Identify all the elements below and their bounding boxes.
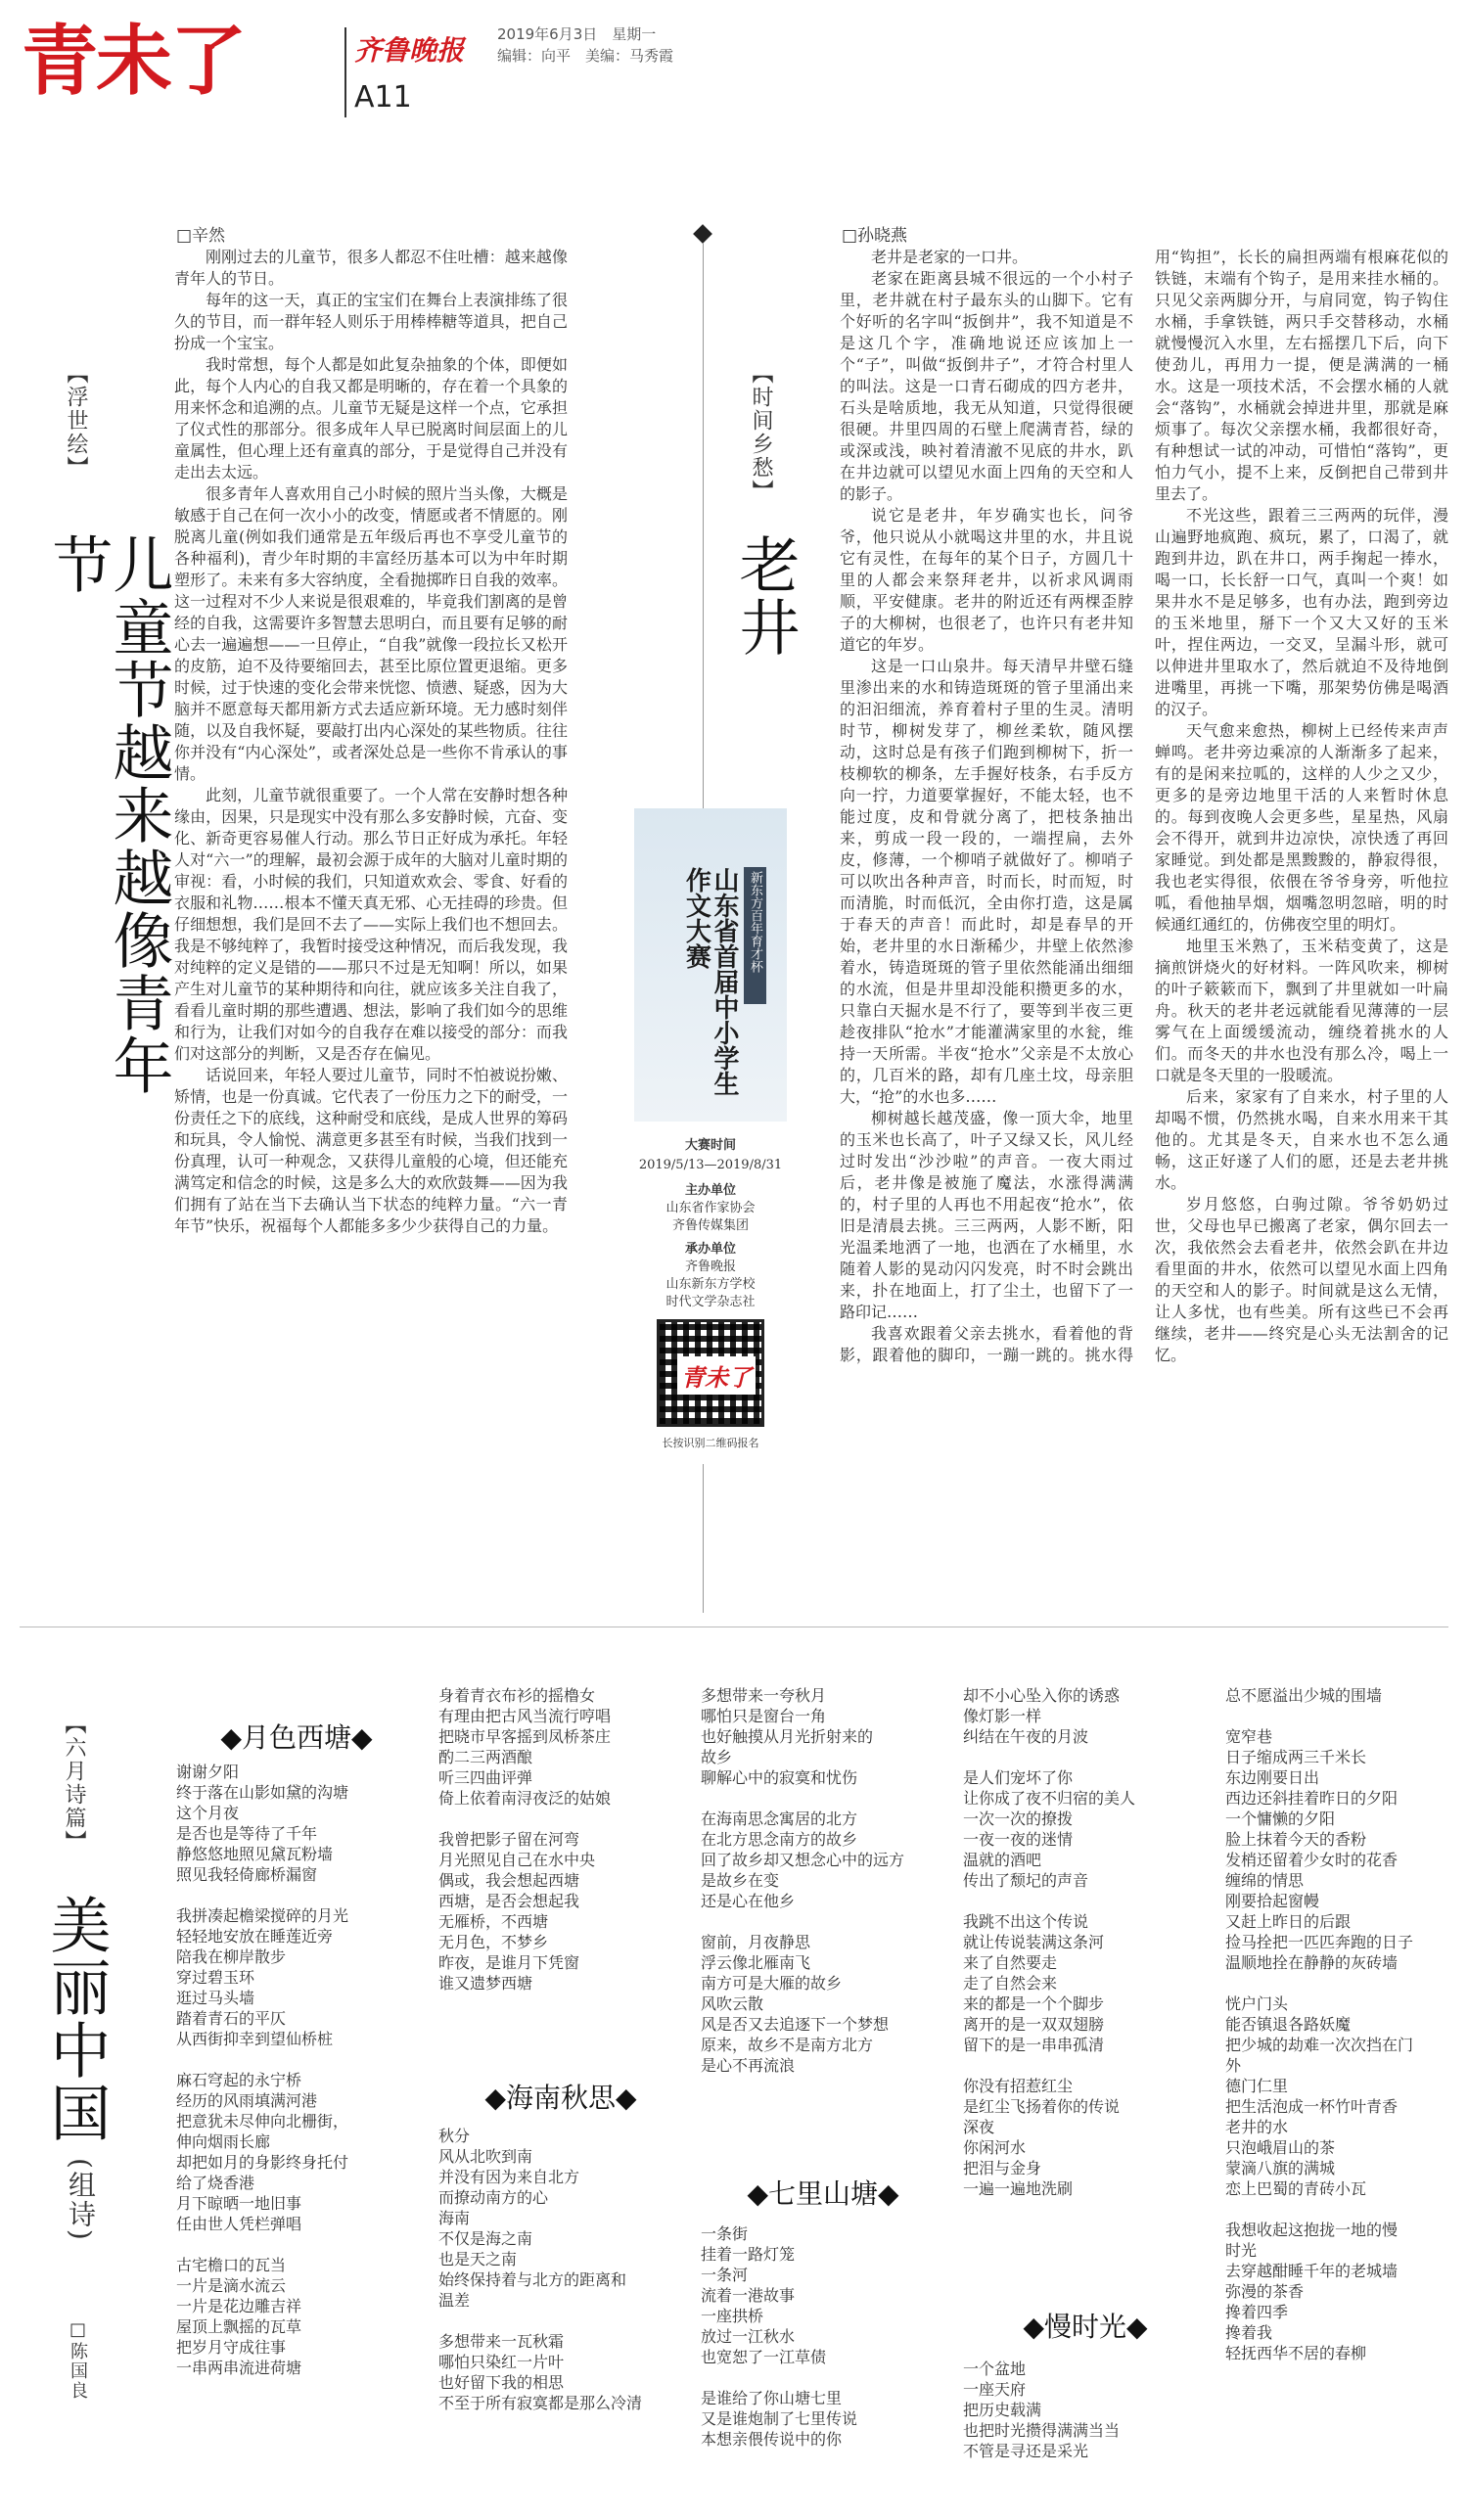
paragraph: 柳树越长越茂盛，像一顶大伞，地里的玉米也长高了，叶子又绿又长，风儿经过时发出“沙沙啦”的声音。一夜大雨过后，老井像是被施了魔法，水涨得满满的，村子里的人再也不用起夜“抢水”，依旧是清晨去挑。三三两两，人影不断，阳光温柔地洒了一地，也洒在了水桶里，水随着人影的晃动闪闪发亮，时不时会跳出来，扑在地面上，打了尘土，也留下了一路印记…… <box>840 1109 1133 1321</box>
paragraph: 刚刚过去的儿童节，很多人都忍不住吐槽：越来越像青年人的节日。 <box>174 248 568 288</box>
article2-body <box>840 247 1448 1607</box>
ad-co-3: 时代文学杂志社 <box>665 1295 756 1309</box>
article1-body <box>174 247 568 1607</box>
ad-cup-name: 新东方百年育才杯 <box>744 867 766 1004</box>
section-tag-fushihui: 【浮世绘】 <box>64 362 88 480</box>
paragraph: 岁月悠悠，白驹过隙。爷爷奶奶过世，父母也早已搬离了老家，偶尔回去一次，我依然会去看老井，依然会趴在井边看里面的井水，依然可以望见水面上四角的天空和人的影子。时间就是这么无情，让人多忧，也有些美。所有这些已不会再继续，老井——终究是心头无法割舍的记忆。 <box>1155 1195 1448 1364</box>
poem-col-5: 总不愿溢出少城的围墙 宽窄巷 日子缩成两三千米长 东边刚要日出 西边还斜挂着昨日的夕阳 一个慵懒的夕阳 脸上抹着今天的香粉 发梢还留着少女时的花香 缠绵的情思 刚要拾起窗幔 又赶上昨日的后跟 捡马拴把一匹匹奔跑的日子 温顺地拴在静静的灰砖墙 恍户门头 能否镇退各路妖魔 把少城的劫难一次次挡在门 外 德门仁里 把生活泡成一杯竹叶青香 老井的水 只泡峨眉山的茶 蒙滴八旗的满城 恋上巴蜀的青砖小瓦 我想收起这抱拢一地的慢 时光 去穿越酣睡千年的老城墙 弥漫的茶香 搀着四季 搀着我 轻抚西华不居的春柳 <box>1225 1686 1414 2362</box>
poems-title: 美丽中国 <box>40 1894 112 2144</box>
paragraph: 我喜欢跟着父亲去挑水，看着他的背影，跟着他的脚印，一蹦一跳的。挑水得用“钩担”，长长的扁担两端有根麻花似的铁链，末端有个钩子，是用来挂水桶的。只见父亲两脚分开，与肩同宽，钩子钩住水桶，手拿铁链，两只手交替移动，水桶就慢慢沉入水里，左右摇摆几下后，向下使劲儿，再用力一提，便是满满的一桶水。这是一项技术活，不会摆水桶的人就会“落钩”，水桶就会掉进井里，那就是麻烦事了。每次父亲摆水桶，我都很好奇，有种想试一试的冲动，可惜怕“落钩”，更怕力气小，提不上来，反倒把自己带到井里去了。 <box>840 248 1448 1364</box>
paragraph: 老井是老家的一口井。 <box>871 248 1029 266</box>
poem-col-2b: 秋分 风从北吹到南 并没有因为来自北方 而撩动南方的心 海南 不仅是海之南 也是天之南 始终保持着与北方的距离和 温差 多想带来一瓦秋霜 哪怕只染红一片叶 也好留下我的相思 不至于所有寂寞都是那么冷清 <box>438 2127 643 2412</box>
date-line: 2019年6月3日 星期一 <box>497 25 657 43</box>
paragraph: 每年的这一天，真正的宝宝们在舞台上表演排练了很久的节目，而一群年轻人则乐于用棒棒糖等道具，把自己扮成一个宝宝。 <box>174 291 568 352</box>
poems-subtitle: (组诗) <box>65 2158 97 2242</box>
ad-host-label: 主办单位 <box>684 1183 736 1198</box>
paragraph: 不光这些，跟着三三两两的玩伴，漫山遍野地疯跑、疯玩，累了，口渴了，就跑到井边，趴在井口，两手掬起一捧水，喝一口，长长舒一口气，真叫一个爽！如果井水不是足够多，也有办法，跑到旁边的玉米地里，掰下一个又大又好的玉米叶，捏住两边，一交叉，呈漏斗形，就可以伸进井里取水了，然后就迫不及待地倒进嘴里，再挑一下嘴，那架势仿佛是喝酒的汉子。 <box>1155 506 1448 718</box>
paragraph: 很多青年人喜欢用自己小时候的照片当头像，大概是敏感于自己在何一次小小的改变，情愿或者不情愿的。刚脱离儿童(例如我们通常是五年级后再也不享受儿童节的各种福利)，青少年时期的丰富经历基本可以为中年时期塑形了。未来有多大容纳度，全看抛掷昨日自我的效率。这一过程对不少人来说是很艰难的，毕竟我们割离的是曾经的自我，这需要许多智慧去思明白，而且要有足够的耐心去一遍遍想——一旦停止，“自我”就像一段拉长又松开的皮筋，迫不及待要缩回去，甚至比原位置更退缩。更多时候，过于快速的变化会带来恍惚、愤懑、疑惑，因为大脑并不愿意每天都用新方式去适应新环境。无力感时刻伴随，以及自我怀疑，要敲打出内心深处的某些物质。往往你并没有“内心深处”，或者深处总是一些你不肯承认的事情。 <box>174 484 568 783</box>
section-tag-shijianxiangchou: 【时间乡愁】 <box>749 362 773 503</box>
paragraph: 后来，家家有了自来水，村子里的人却喝不惯，仍然挑水喝，自来水用来干其他的。尤其是冬天，自来水也不怎么通畅，这正好遂了人们的愿，还是去老井挑水。 <box>1155 1087 1448 1192</box>
paragraph: 天气愈来愈热，柳树上已经传来声声蝉鸣。老井旁边乘凉的人渐渐多了起来，有的是闲来拉呱的，这样的人少之又少，更多的是旁边地里干活的人来暂时休息的。每到夜晚人会更多些，星星热，风扇会不得开，就到井边凉快，凉快透了再回家睡觉。到处都是黑黢黢的，静寂得很，我也老实得很，依偎在爷爷身旁，听他拉呱，看他抽旱烟，烟嘴忽明忽暗，明的时候通红通红的，仿佛夜空里的明灯。 <box>1155 721 1448 934</box>
page-number: A11 <box>354 80 412 115</box>
header-divider <box>344 27 346 117</box>
section-tag-liuyueshipian: 【六月诗篇】 <box>62 1713 86 1854</box>
paragraph: 这是一口山泉井。每天清早井壁石缝里渗出来的水和铸造斑斑的管子里涌出来的汩汩细流，养育着村子里的生灵。清明时节，柳树发芽了，柳丝柔软，随风摆动，这时总是有孩子们跑到柳树下，折一枝柳软的柳条，左手握好枝条，右手反方向一拧，力道要掌握好，不能太轻，也不能过度，皮和骨就分离了，把枝条抽出来，剪成一段一段的，一端捏扁，去外皮，修薄，一个柳哨子就做好了。柳哨子可以吹出各种声音，时而长，时而短，时而清脆，时而低沉，全由你打造，这是属于春天的声音！而此时，却是春旱的开始，老井里的水日渐稀少，井壁上依然渗着水，铸造斑斑的管子里依然能涌出细细的水流，但是井里却没能积攒更多的水，只靠白天掘水是不行了，要等到半夜三更趁夜排队“抢水”才能灌满家里的水瓮，维持一天所需。半夜“抢水”父亲是不太放心的，几百米的路，却有几座土坟，母亲胆大，“抢”的水也多…… <box>840 657 1133 1106</box>
paragraph: 说它是老井，年岁确实也长，问爷爷，他只说从小就喝这井里的水，井且说它有灵性，在每年的某个日子，方圆几十里的人都会来祭拜老井，以祈求风调雨顺，平安健康。老井的附近还有两棵歪脖子的大柳树，也很老了，也许只有老井知道它的年岁。 <box>840 506 1133 654</box>
poem-col-1: 谢谢夕阳 终于落在山影如黛的沟塘 这个月夜 是否也是等待了千年 静悠悠地照见黛瓦粉墙 照见我轻倚廊桥漏窗 我拼凑起檐梁搅碎的月光 轻轻地安放在睡莲近旁 陪我在柳岸散步 穿过碧玉环 逛过马头墙 踏着青石的平仄 从西街抑幸到望仙桥桩 麻石穹起的永宁桥 经历的风雨填满河港 把意犹未尽伸向北栅街， 伸向烟雨长廊 却把如月的身影终身托付 给了烧香港 月下晾晒一地旧事 任由世人凭栏弹唱 古宅檐口的瓦当 一片是滴水流云 一片是花边雕吉祥 屋顶上飘摇的瓦草 把岁月守成往事 一串两串流进荷塘 <box>176 1763 349 2377</box>
paragraph: 我时常想，每个人都是如此复杂抽象的个体，即便如此，每个人内心的自我又都是明晰的，存在着一个具象的用来怀念和追溯的点。儿童节无疑是这样一个点，它承担了仪式性的那部分。很多成年人早已脱离时间层面上的儿童属性，但心理上还有童真的部分，于是觉得自己并没有走出去太远。 <box>174 355 568 481</box>
ad-host-2: 齐鲁传媒集团 <box>671 1218 749 1233</box>
qr-caption: 长按识别二维码报名 <box>662 1437 759 1449</box>
ad-co-2: 山东新东方学校 <box>665 1277 756 1292</box>
article1-byline: □辛然 <box>176 226 226 246</box>
masthead: 青未了 <box>22 18 246 106</box>
ad-title: 山东省首届中小学生作文大赛 <box>681 867 739 1096</box>
poem-title-yuese-xitang: ◆月色西塘◆ <box>220 1721 373 1754</box>
paragraph: 老家在距离县城不很远的一个小村子里，老井就在村子最东头的山脚下。它有个好听的名字叫“扳倒井”，我不知道是不是这几个字，准确地说还应该加上一个“子”，叫做“扳倒井子”，才符合村里人的叫法。这是一口青石砌成的四方老井，石头是啥质地，我无从知道，只觉得很硬很硬。井里四周的石壁上爬满青苔，绿的或深或浅，映衬着清澈不见底的井水，趴在井边就可以望见水面上四角的天空和人的影子。 <box>840 269 1133 503</box>
paragraph: 话说回来，年轻人要过儿童节，同时不怕被说扮嫩、矫情，也是一份真诚。它代表了一份压力之下的耐受，一份责任之下的底线，这种耐受和底线，是成人世界的筹码和玩具，令人愉悦、满意更多甚至有时候，当我们找到一份真理，认可一种观念，又获得儿童般的心境，但还能充满笃定和信念的时候，这是多么大的欢欣鼓舞——因为我们拥有了站在当下去确认当下状态的纯粹力量。“六一青年节”快乐，祝福每个人都能多多少少获得自己的力量。 <box>174 1066 568 1235</box>
qr-logo: 青未了 <box>677 1356 756 1395</box>
ad-co-1: 齐鲁晚报 <box>684 1260 736 1274</box>
poem-col-4b: 一个盆地 一座天府 把历史载满 也把时光攒得满满当当 不管是寻还是采光 <box>963 2360 1121 2460</box>
ad-time-value: 2019/5/13—2019/8/31 <box>638 1158 783 1172</box>
ad-host-1: 山东省作家协会 <box>665 1201 756 1215</box>
paragraph: 地里玉米熟了，玉米秸变黄了，这是摘煎饼烧火的好材料。一阵风吹来，柳树的叶子簌簌而下，飘到了井里就如一叶扁舟。秋天的老井老远就能看见薄薄的一层雾气在上面缓缓流动，缠绕着挑水的人们。而冬天的井水也没有那么冷，喝上一口就是冬天里的一股暖流。 <box>1155 937 1448 1084</box>
essay-contest-ad[interactable] <box>634 808 787 1464</box>
editor-line: 编辑：向平 美编：马秀霞 <box>497 47 674 65</box>
paper-name-logo: 齐鲁晚报 <box>354 34 465 67</box>
poem-col-3b: 一条街 挂着一路灯笼 一条河 流着一港故事 一座拱桥 放过一江秋水 也宽恕了一江草债 是谁给了你山塘七里 又是谁炮制了七里传说 本想亲偎传说中的你 <box>701 2224 858 2449</box>
paragraph: 此刻，儿童节就很重要了。一个人常在安静时想各种缘由，因果，只是现实中没有那么多安静时候，亢奋、变化、新奇更容易催人行动。那么节日正好成为承托。年轻人对“六一”的理解，最初会源于成年的大脑对儿童时期的审视：看，小时候的我们，只知道欢欢会、零食、好看的衣服和礼物……根本不懂天真无邪、心无挂碍的珍贵。但仔细想想，我们是回不去了——实际上我们也不想回去。我是不够纯粹了，我暂时接受这种情况，而后我发现，我对纯粹的定义是错的——那只不过是无知啊！所以，如果产生对儿童节的某种期待和向往，就应该多关注自我了，看看儿童时期的那些遭遇、想法，影响了我们如今的思维和行为，让我们对如今的自我存在难以接受的部分：而我们对这部分的判断，又是否存在偏见。 <box>174 786 568 1063</box>
poem-title-qili-shantang: ◆七里山塘◆ <box>747 2177 899 2210</box>
article2-title: 老井 <box>729 533 801 659</box>
article2-byline: □孙晓燕 <box>842 226 908 246</box>
ad-time-label: 大赛时间 <box>684 1138 736 1153</box>
poem-col-4a: 却不小心坠入你的诱惑 像灯影一样 纠结在午夜的月波 是人们宠坏了你 让你成了夜不归宿的美人 一次一次的撩拨 一夜一夜的迷情 温就的酒吧 传出了颓圮的声音 我跳不出这个传说 就让传说装满这条河 来了自然要走 走了自然会来 来的都是一个个脚步 离开的是一双双翅膀 留下的是一串串孤清 你没有招惹红尘 是红尘飞扬着你的传说 深夜 你闲河水 把泪与金身 一遍一遍地洗刷 <box>963 1686 1136 2198</box>
poem-title-hainan-qiusi: ◆海南秋思◆ <box>484 2082 637 2114</box>
poems-byline: □陈国良 <box>68 2319 88 2401</box>
poem-col-2a: 身着青衣布衫的摇橹女 有理由把古风当流行哼唱 把晓市早客摇到凤桥茶庄 酌二三两酒酿 听三四曲评弹 倚上依着南浔夜泛的姑娘 我曾把影子留在河弯 月光照见自己在水中央 偶或，我会想起西塘 西塘，是否会想起我 无雁桥，不西塘 无月色，不梦乡 昨夜，是谁月下凭窗 谁又遗梦西塘 <box>438 1686 612 1993</box>
poem-col-3a: 多想带来一夸秋月 哪怕只是窗台一角 也好触摸从月光折射来的 故乡 聊解心中的寂寞和忧伤 在海南思念寓居的北方 在北方思念南方的故乡 回了故乡却又想念心中的远方 是故乡在变 还是心在他乡 窗前，月夜静思 浮云像北雁南飞 南方可是大雁的故乡 风吹云散 风是否又去追逐下一个梦想 原来，故乡不是南方北方 是心不再流浪 <box>701 1686 905 2075</box>
ad-co-label: 承办单位 <box>684 1242 736 1257</box>
poem-title-man-shiguang: ◆慢时光◆ <box>1023 2311 1148 2343</box>
article1-title: 儿童节越来越像青年节 <box>42 533 174 1097</box>
header-meta <box>497 23 673 67</box>
divider-diamond <box>693 224 712 244</box>
